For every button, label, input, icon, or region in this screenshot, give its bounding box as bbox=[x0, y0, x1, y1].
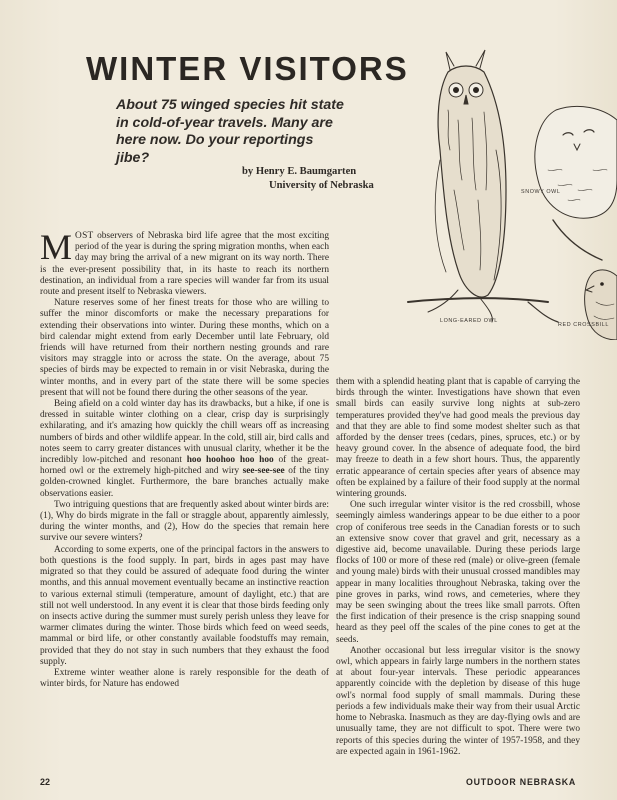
page-number: 22 bbox=[40, 777, 51, 787]
paragraph-1-text: observers of Nebraska bird life agree that the most exciting period of the year is during the spring migration months, when each day may bring the arrival of a new migrant on its way north. There is the ever-present possibility that, in its haste to reach its northern destination, an individual from a rare species will wander far from its usual route and present itself to Nebraska viewers. bbox=[40, 231, 329, 298]
paragraph-5: According to some experts, one of the principal factors in the answers to both questions is the food supply. In part, birds in ages past may have migrated so that they could be assured of adequate food during the winter months, and this annual movement eventually became an instinctive reaction to various external stimuli (temperature, amount of daylight, etc.) that are still not well understood. In any event it is clear that those birds feeding only on insects active during the summer must surely perish unless they leave for warmer climates during the winter. Those birds which feed on weed seeds, mammal or bird life, or other constantly available foodstuffs may remain, provided that they do not stay in such numbers that they exhaust the food supply. bbox=[40, 544, 329, 667]
article-title: WINTER VISITORS bbox=[86, 50, 409, 87]
owl-illustration bbox=[388, 40, 617, 340]
kinglet-call-text: see-see-see bbox=[242, 466, 285, 477]
paragraph-7: them with a splendid heating plant that is capable of carrying the birds through the winter. Investigations have shown that even small birds can easily survive long nights at sub-zero temperatures provided they've had good meals the previous day and that they are able to find some modest shelter such as that afforded by the denser trees (cedars, pines, spruces, etc.) or by heavy ground cover. In the absence of adequate food, the bird may freeze to death in a few short hours. Thus, the apparently erratic appearance of certain species after years of absence may often be explained by a failure of their food supply at the normal wintering grounds. bbox=[336, 377, 580, 500]
article-subtitle: About 75 winged species hit state in cold-of-year travels. Many are here now. Do your reportings jibe? bbox=[116, 97, 344, 166]
paragraph-4: Two intriguing questions that are frequently asked about winter birds are: (1), Why do birds migrate in the fall or straggle about, apparently aimlessly, during the winter months, and (2), How do the species that remain here survive our severe winters? bbox=[40, 499, 329, 544]
right-column bbox=[336, 377, 580, 758]
caption-long-eared-owl: LONG-EARED OWL bbox=[440, 318, 498, 324]
paragraph-9: Another occasional but less irregular visitor is the snowy owl, which appears in fairly large numbers in the northern states at about four-year intervals. These periodic appearances apparently coincide with the depletion by disease of this huge owl's normal food supply of small mammals. During these periods a few individuals make their way from their usual Arctic home to Nebraska. Inasmuch as they are day-flying owls and are unusually tame, they are not difficult to spot. There were two reports of this species during the winter of 1957-1958, and they are expected again in 1961-1962. bbox=[336, 645, 580, 757]
caption-red-crossbill: RED CROSSBILL bbox=[558, 322, 609, 328]
paragraph-3-b: of the great-horned owl or the extremely high-pitched and wiry bbox=[40, 455, 329, 477]
byline-author: by Henry E. Baumgarten bbox=[242, 166, 357, 177]
owls-drawing bbox=[388, 40, 617, 340]
paragraph-1-lead: OST bbox=[75, 231, 94, 241]
paragraph-6: Extreme winter weather alone is rarely responsible for the death of winter birds, for Nature has endowed bbox=[40, 667, 329, 690]
paragraph-1 bbox=[40, 227, 329, 298]
byline-affiliation: University of Nebraska bbox=[269, 179, 374, 191]
drop-cap: M bbox=[40, 227, 73, 267]
owl-call-text: hoo hoohoo hoo hoo bbox=[186, 455, 274, 466]
byline bbox=[242, 165, 392, 192]
paragraph-2: Nature reserves some of her finest treats for those who are willing to suffer the minor discomforts or make the necessary preparations for extending their observations into winter. During these months, which on a bird calendar might extend from early December until late February, old friends will have returned from their northern nesting grounds and rare visitors may straggle into or across the state. On the average, about 75 species of birds may be expected to remain in or visit Nebraska, during the winter months, and in every part of the state there will be some species present that will not be found there during the other seasons of the year. bbox=[40, 298, 329, 398]
left-column bbox=[40, 227, 329, 690]
paragraph-3-a: Being afield on a cold winter day has its drawbacks, but a hike, if one is dressed in suitable winter clothing on a clear, crisp day is surprisingly exhilarating, and it's amazing how quickly the chill wears off as increasing numbers of birds and other wildlife appear. In the cold, still air, bird calls and notes seem to carry greater distances with unusual clarity, whether it be the incredibly low-pitched and resonant bbox=[40, 399, 329, 466]
paragraph-8: One such irregular winter visitor is the red crossbill, whose seemingly aimless wanderings appear to be due either to a poor crop of coniferous tree seeds in the Canadian forests or to such an extensive snow cover that gravel and grit, necessary as a digestive aid, become unavailable. During these periods large flocks of 100 or more of these red (male) or olive-green (female and young male) birds with their unusual crossed mandibles may appear in many localities throughout Nebraska, taking over the pine groves in parks, wind rows, and cemeteries, where they may be seen swinging about the trees like small parrots. Often the first indication of their presence is the crisp snapping sound heard as they peel off the scales of the pine cones to get at the seeds. bbox=[336, 500, 580, 645]
paragraph-3 bbox=[40, 399, 329, 500]
magazine-name: OUTDOOR NEBRASKA bbox=[466, 777, 577, 787]
caption-snowy-owl: SNOWY OWL bbox=[521, 189, 561, 195]
paragraph-3-c: of the tiny golden-crowned kinglet. Furthermore, the bare branches actually make observations easier. bbox=[40, 466, 329, 499]
